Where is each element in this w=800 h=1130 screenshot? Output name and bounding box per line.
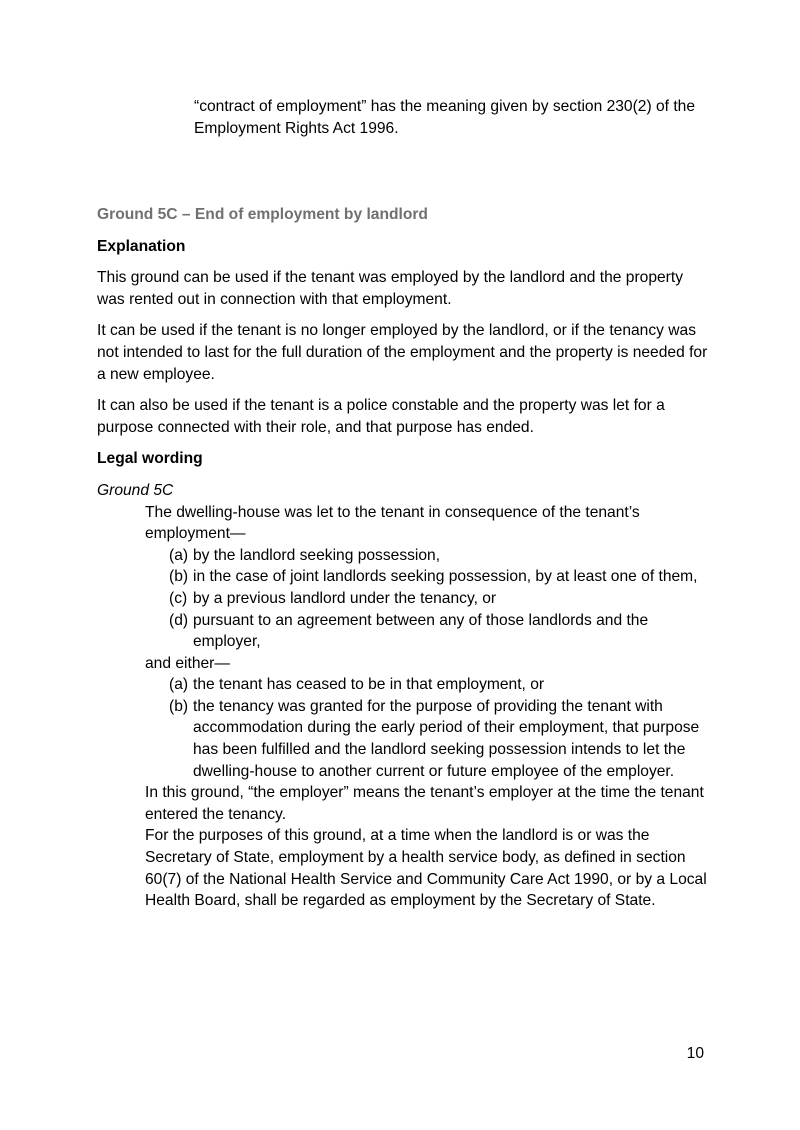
and-either: and either—	[145, 654, 230, 672]
list-item-letter: (a)	[169, 546, 189, 564]
explanation-paragraph: It can also be used if the tenant is a police constable and the property was let for a purpose connected with their role, and that purpose has ended.	[97, 397, 665, 436]
list-item	[169, 674, 709, 696]
legal-wording-heading: Legal wording	[97, 450, 203, 468]
list-item	[169, 696, 709, 782]
contract-of-employment-definition: “contract of employment” has the meaning given by section 230(2) of the Employment Rights Act 1996.	[194, 98, 696, 137]
list-item-letter: (b)	[169, 568, 189, 586]
list-item-letter: (b)	[169, 697, 189, 715]
legal-intro: The dwelling-house was let to the tenant in consequence of the tenant’s employment—	[145, 503, 640, 543]
list-item-text: pursuant to an agreement between any of those landlords and the employer,	[193, 611, 649, 651]
employer-definition: In this ground, “the employer” means the tenant’s employer at the time the tenant entered the tenancy.	[145, 784, 704, 823]
list-item	[169, 545, 709, 567]
list-item-text: by the landlord seeking possession,	[193, 546, 441, 564]
page-number: 10	[686, 1045, 704, 1062]
list-item-text: the tenant has ceased to be in that employment, or	[193, 676, 545, 694]
ground-label: Ground 5C	[97, 481, 174, 499]
list-item-letter: (c)	[169, 589, 188, 607]
section-heading: Ground 5C – End of employment by landlord	[97, 206, 428, 223]
list-item-text: by a previous landlord under the tenancy, or	[193, 589, 497, 607]
list-item-text: in the case of joint landlords seeking possession, by at least one of them,	[193, 568, 698, 586]
explanation-paragraph: It can be used if the tenant is no longer employed by the landlord, or if the tenancy was not intended to last for the full duration of the employment and the property is needed for a new employee.	[97, 322, 708, 383]
list-item	[169, 566, 709, 588]
list-item	[169, 610, 709, 653]
ground-5c-section	[97, 204, 709, 912]
list-item-letter: (d)	[169, 611, 189, 629]
list-item-text: the tenancy was granted for the purpose of providing the tenant with accommodation during the early period of their employment, that purpose has been fulfilled and the landlord seeking possession intends to let the dwelling-house to another current or future employee of the employer.	[193, 697, 700, 780]
legal-wording	[145, 502, 709, 912]
secretary-of-state-paragraph: For the purposes of this ground, at a time when the landlord is or was the Secretary of State, employment by a health service body, as defined in section 60(7) of the National Health Service and Community Care Act 1990, or by a Local Health Board, shall be regarded as employment by the Secretary of State.	[145, 827, 707, 910]
list-item-letter: (a)	[169, 676, 189, 694]
explanation-heading: Explanation	[97, 237, 186, 255]
list-item	[169, 588, 709, 610]
explanation-paragraph: This ground can be used if the tenant was employed by the landlord and the property was rented out in connection with that employment.	[97, 269, 684, 308]
